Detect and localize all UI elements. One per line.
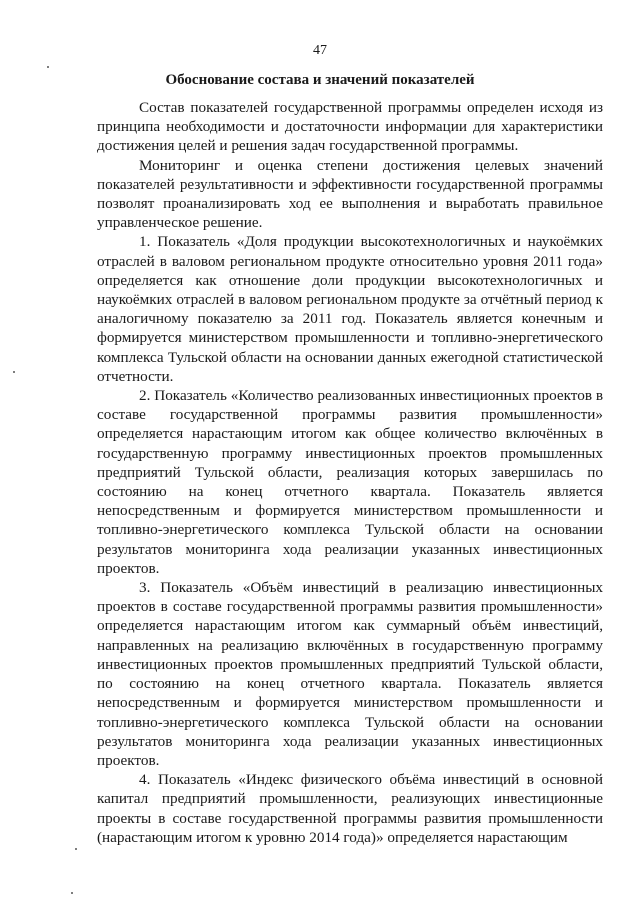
paragraph-indicator-2: 2. Показатель «Количество реализованных инвестиционных проектов в составе государственной программы развития промышленности» определяется нарастающим итогом как общее количество включённых в государственную программу инвестиционных проектов промышленных предприятий Тульской области, реализация которых завершилась по состоянию на конец отчетного квартала. Показатель является непосредственным и формируется министерством промышленности и топливно-энергетического комплекса Тульской области на основании результатов мониторинга хода реализации указанных инвестиционных проектов. xyxy=(97,387,603,577)
document-body xyxy=(97,98,603,847)
paragraph-intro: Состав показателей государственной программы определен исходя из принципа необходимости и достаточности информации для характеристики достижения целей и решения задач государственной программы. xyxy=(97,99,603,155)
paragraph-indicator-3: 3. Показатель «Объём инвестиций в реализацию инвестиционных проектов в составе государственной программы развития промышленности» определяется нарастающим итогом как суммарный объём инвестиций, направленных на реализацию включённых в государственную программу инвестиционных проектов промышленных предприятий Тульской области, по состоянию на конец отчетного квартала. Показатель является непосредственным и формируется министерством промышленности и топливно-энергетического комплекса Тульской области на основании результатов мониторинга хода реализации указанных инвестиционных проектов. xyxy=(97,579,603,769)
scan-speck xyxy=(13,371,15,373)
paragraph-indicator-4: 4. Показатель «Индекс физического объёма инвестиций в основной капитал предприятий промышленности, реализующих инвестиционные проекты в составе государственной программы развития промышленности (нарастающим итогом к уровню 2014 года)» определяется нарастающим xyxy=(97,771,603,846)
section-heading: Обоснование состава и значений показателей xyxy=(165,72,475,88)
scan-speck xyxy=(75,848,77,850)
scan-speck xyxy=(47,66,49,68)
paragraph-indicator-1: 1. Показатель «Доля продукции высокотехнологичных и наукоёмких отраслей в валовом региональном продукте относительно уровня 2011 года» определяется как отношение доли продукции высокотехнологичных и наукоёмких отраслей в валовом региональном продукте за отчётный период к аналогичному показателю за 2011 год. Показатель является конечным и формируется министерством промышленности и топливно-энергетического комплекса Тульской области на основании данных ежегодной статистической отчетности. xyxy=(97,233,603,385)
paragraph-monitoring: Мониторинг и оценка степени достижения целевых значений показателей результативности и эффективности государственной программы позволят проанализировать ход ее выполнения и выработать правильное управленческое решение. xyxy=(97,156,603,232)
page-number: 47 xyxy=(313,43,327,58)
scan-speck xyxy=(71,892,73,894)
